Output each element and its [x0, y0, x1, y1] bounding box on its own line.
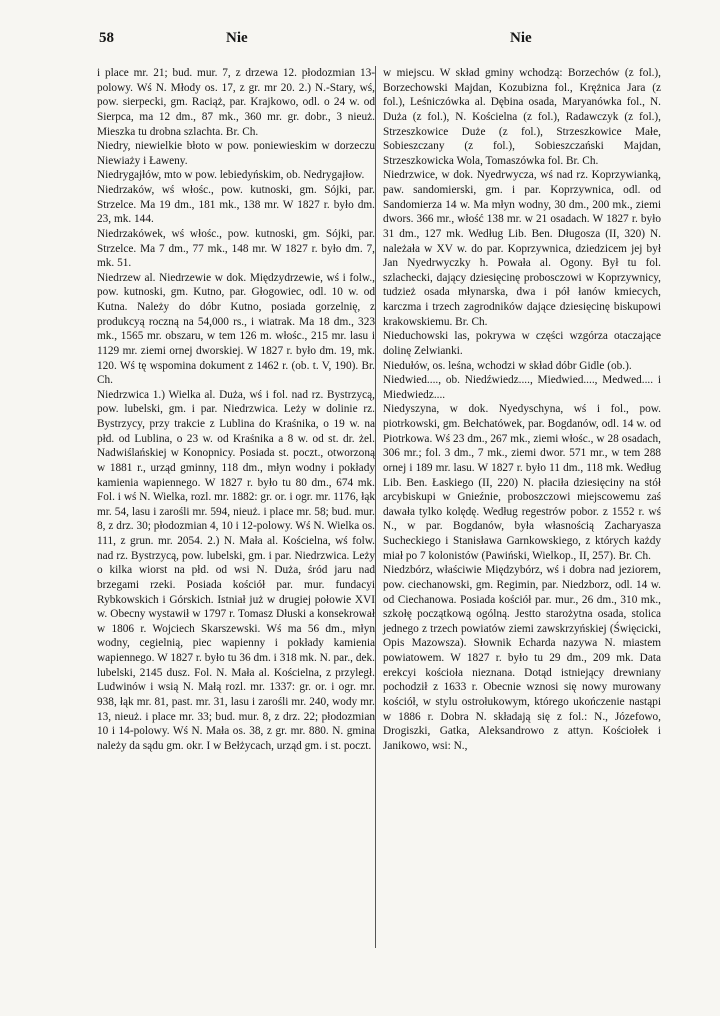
- entry-paragraph: w miejscu. W skład gminy wchodzą: Borzechów (z fol.), Borzechowski Majdan, Kozubizna fol., Krężnica Jara (z fol.), Leśniczówka al. Dębina osada, Maryanówka fol., N. Duża (z fol.), N. Kościelna (z fol.), Radawczyk (z fol.), Strzeszkowice Duże (z fol.), Strzeszkowice Małe, Sobieszczany (z fol.), Sobieszczański Majdan, Strzeszkowicka Wola, Tomaszówka fol. Br. Ch.: [383, 67, 661, 167]
- column-divider: [375, 66, 376, 948]
- entry-paragraph: Niedwied...., ob. Niedźwiedz...., Miedwied...., Medwed.... i Miedwiedz....: [383, 374, 661, 401]
- entry-paragraph: Niedrzwica 1.) Wielka al. Duża, wś i fol. nad rz. Bystrzycą, pow. lubelski, gm. i par. Niedrzwica. Leży w dolinie rz. Bystrzycy, przy trakcie z Lublina do Kraśnika, o 19 w. na płd. od Lublina, o 23 w. od Kraśnika a 8 w. od st. dr. żel. Nadwiślańskiej w Konopnicy. Posiada st. poczt., otworzoną w 1881 r., urząd gminny, 118 dm., młyn wodny i pokłady kamienia wapiennego. W 1827 r. było tu 80 dm., 674 mk. Fol. i wś N. Wielka, rozl. mr. 1882: gr. or. i ogr. mr. 1176, łąk mr. 54, lasu i zarośli mr. 594, nieuż. i place mr. 58; bud. mur. 8, z drz. 30; płodozmian 4, 10 i 12-polowy. Wś N. Wielka os. 111, z grun. mr. 2054. 2.) N. Mała al. Kościelna, wś folw. nad rz. Bystrzycą, pow. lubelski, gm. i par. Niedrzwica. Leży o kilka wiorst na płd. od wsi N. Duża, śród jaru nad brzegami rzeki. Posiada kościół par. mur. fundacyi Rybkowskich i Górskich. Istniał już w drugiej połowie XVI w. Obecny wystawił w 1797 r. Tomasz Dłuski a konsekrował w 1806 r. Wojciech Skarszewski. Wś ma 56 dm., młyn wodny, cegielnią, piec wapienny i pokłady kamienia wapiennego. W 1827 r. było tu 36 dm. i 318 mk. N. par., dek. lubelski, 2145 dusz. Fol. N. Mała al. Kościelna, z przyległ. Ludwinów i wsią N. Małą rozl. mr. 1337: gr. or. i ogr. mr. 938, łąk mr. 81, past. mr. 31, lasu i zarośli mr. 240, wody mr. 13, nieuż. i place mr. 33; bud. mur. 8, z drz. 22; płodozmian 10 i 14-polowy. Wś N. Mała os. 38, z gr. mr. 880. N. gmina należy da sądu gm. okr. I w Bełżycach, urząd gm. i st. poczt.: [97, 388, 375, 752]
- entry-paragraph: Niedzbórz, właściwie Międzybórz, wś i dobra nad jeziorem, pow. ciechanowski, gm. Regimin, par. Niedzborz, odl. 14 w. od Ciechanowa. Posiada kościół par. mur., 26 dm., 310 mk., szkołę początkową ogólną. Jestto starożytna osada, stolica jednego z trzech powiatów ziemi zawskrzyńskiej (Święcicki, Opis Mazowsza). Słownik Echarda nazywa N. miastem powiatowem. W 1827 r. było tu 29 dm., 209 mk. Data erekcyi kościoła nieznana. Dotąd istniejący drewniany pochodził z 1633 r. Obecnie wznosi się nowy murowany kościół, w stylu ostrołukowym, którego ukończenie nastąpi w 1886 r. Dobra N. składają się z fol.: N., Józefowo, Drogiszki, Gatka, Aleksandrowo z attyn. Kościołek i Janikowo, wsi: N.,: [383, 564, 661, 752]
- right-column: [383, 66, 661, 753]
- header-right-keyword: Nie: [510, 30, 532, 46]
- entry-paragraph: Niedułów, os. leśna, wchodzi w skład dóbr Gidle (ob.).: [383, 359, 632, 372]
- entry-paragraph: i place mr. 21; bud. mur. 7, z drzewa 12. płodozmian 13-polowy. Wś N. Młody os. 17, z gr. mr 20. 2.) N.-Stary, wś, pow. sierpecki, gm. Raciąż, par. Krajkowo, odl. o 24 w. od Sierpca, ma 12 dm., 87 mk., 360 mr. gr. dobr., 3 nieuż. Mieszka tu drobna szlachta. Br. Ch.: [97, 67, 375, 138]
- entry-paragraph: Niedrzwice, w dok. Nyedrwycza, wś nad rz. Koprzywianką, paw. sandomierski, gm. i par. Koprzywnica, odl. od Sandomierza 14 w. Ma młyn wodny, 30 dm., 200 mk., ziemi dwors. 366 mr., włość 138 mr. w 21 osadach. W 1827 r. było 31 dm., 127 mk. Według Lib. Ben. Długosza (II, 320) N. należała w XV w. do par. Koprzywnica, dziedzicem jej był Jan Nyedrwyczky h. Powała al. Ogony. Był tu fol. szlachecki, dający dziesięcinę probosczowi w Koprzywnicy, tudzież osada młynarska, dwa i pół łanów kmiecych, karczma i trzech zagrodników dające dziesięcinę biskupowi krakowskiemu. Br. Ch.: [383, 169, 661, 328]
- left-column: [97, 66, 375, 753]
- entry-paragraph: Niedrygajłów, mto w pow. lebiedyńskim, ob. Nedrygajłow.: [97, 169, 365, 182]
- entry-paragraph: Niedyszyna, w dok. Nyedyschyna, wś i fol., pow. piotrkowski, gm. Bełchatówek, par. Bogdanów, odl. 14 w. od Piotrkowa. Wś 23 dm., 267 mk., ziemi włośc., w 28 osadach, 306 mr.; fol. 3 dm., 7 mk., ziemi dwor. 571 mr., w tem 288 ornej i 189 mr. lasu. W 1827 r. było 11 dm., 118 mk. Według Lib. Ben. Łaskiego (II, 220) N. płaciła dziesięciny na stół arcybiskupi w Gnieźnie, proboszczowi miejscowemu zaś dawała tylko kolędę. Według regestrów pobor. z 1552 r. wś N., w par. Bogdanów, była własnością Zacharyasza Sucheckiego i Stanisława Garnkowskiego, z których każdy miał po 7 kolonistów (Pawiński, Wielkop., II, 257). Br. Ch.: [383, 403, 661, 562]
- header-left-keyword: Nie: [226, 30, 248, 46]
- entry-paragraph: Nieduchowski las, pokrywa w części wzgórza otaczające dolinę Zelwianki.: [383, 330, 661, 357]
- page-number: 58: [99, 30, 114, 46]
- running-header: [0, 30, 720, 54]
- entry-paragraph: Niedrzakówek, wś włośc., pow. kutnoski, gm. Sójki, par. Strzelce. Ma 7 dm., 77 mk., 148 mr. W 1827 r. było dm. 7, mk. 51.: [97, 227, 375, 270]
- entry-paragraph: Niedrzaków, wś włośc., pow. kutnoski, gm. Sójki, par. Strzelce. Ma 19 dm., 181 mk., 138 mr. W 1827 r. było dm. 23, mk. 144.: [97, 184, 375, 226]
- entry-paragraph: Niedrzew al. Niedrzewie w dok. Międzydrzewie, wś i folw., pow. kutnoski, gm. Kutno, par. Głogowiec, odl. 10 w. od Kutna. Należy do dóbr Kutno, posiada gorzelnię, z produkcyą roczną na 54,000 rs., i wiatrak. Ma 18 dm., 323 mk., 1565 mr. obszaru, w tem 126 m. włośc., 215 mr. lasu i 1129 mr. ziemi ornej dworskiej. W 1827 r. było dm. 19, mk. 120. Wś tę wspomina dokument z 1462 r. (ob. t. V, 190). Br. Ch.: [97, 271, 375, 387]
- entry-paragraph: Niedry, niewielkie błoto w pow. poniewieskim w dorzeczu Niewiaży i Ławeny.: [97, 140, 375, 167]
